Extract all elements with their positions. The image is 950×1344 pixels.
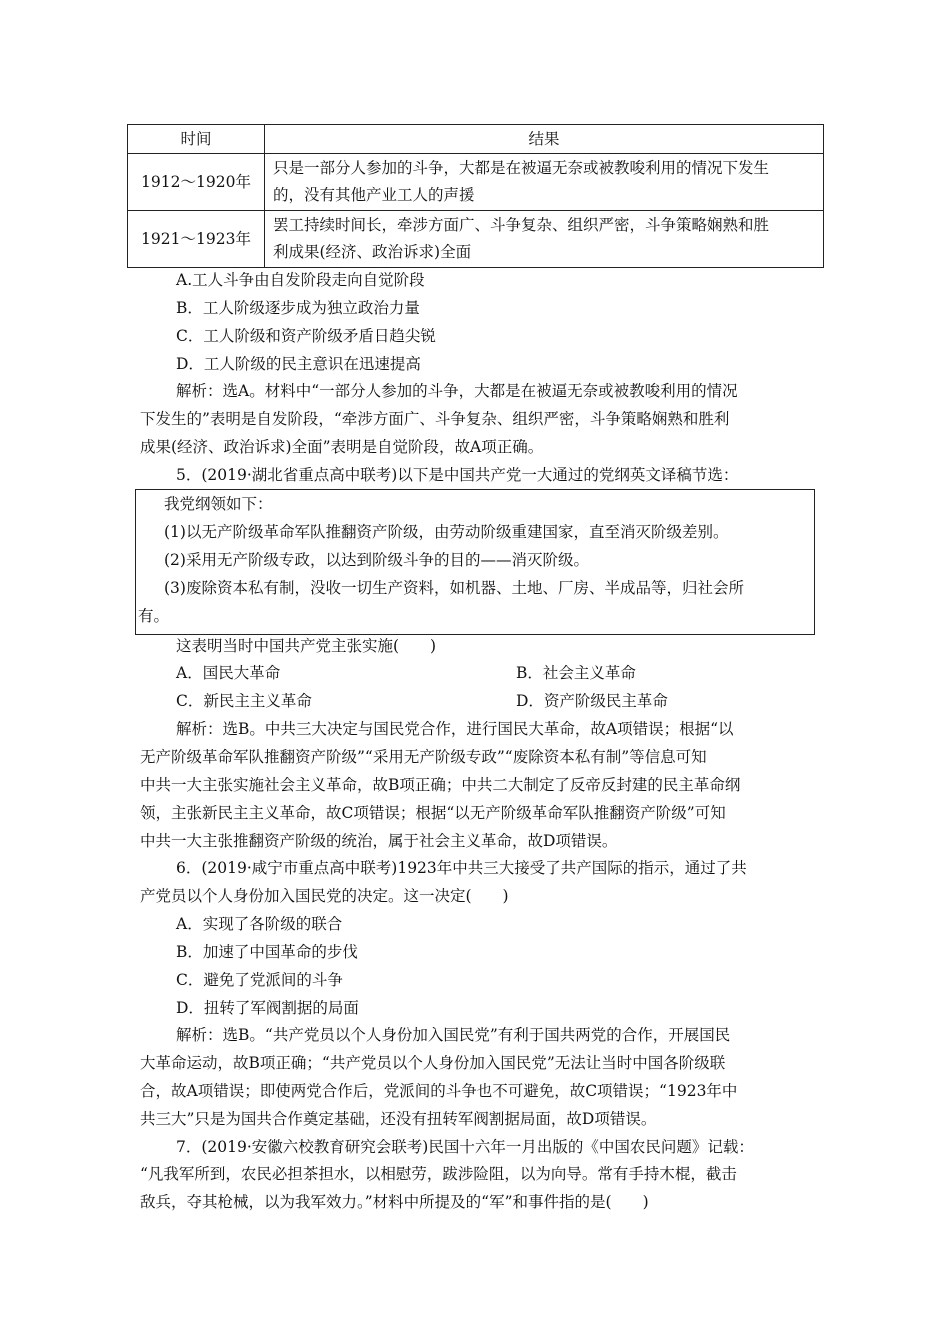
q5-stem: 5．(2019·湖北省重点高中联考)以下是中国共产党一大通过的党纲英文译稿节选： [176, 466, 739, 484]
q5-analysis-line: 中共一大主张推翻资产阶级的统治，属于社会主义革命，故D项错误。 [140, 832, 618, 850]
cell-result-line: 利成果(经济、政治诉求)全面 [273, 243, 472, 261]
q6-option-a: A．实现了各阶级的联合 [176, 915, 343, 933]
q6-analysis-line: 共三大”只是为国共合作奠定基础，还没有扭转军阀割据局面，故D项错误。 [140, 1110, 657, 1128]
q6-option-c: C．避免了党派间的斗争 [176, 971, 343, 989]
q6-stem-line: 6．(2019·咸宁市重点高中联考)1923年中共三大接受了共产国际的指示，通过了共 [176, 859, 747, 877]
q7-stem-line: 7．(2019·安徽六校教育研究会联考)民国十六年一月出版的《中国农民问题》记载： [176, 1138, 754, 1156]
quote-line: 有。 [138, 607, 170, 625]
header-time: 时间 [128, 125, 265, 154]
q5-analysis-line: 解析：选B。中共三大决定与国民党合作，进行国民大革命，故A项错误；根据“以 [176, 720, 734, 738]
q7-stem-line: 敌兵，夺其枪械，以为我军效力。”材料中所提及的“军”和事件指的是( ) [140, 1193, 649, 1211]
q5-analysis-line: 无产阶级革命军队推翻资产阶级”“采用无产阶级专政”“废除资本私有制”等信息可知 [140, 748, 707, 766]
q4-analysis-line: 成果(经济、政治诉求)全面”表明是自觉阶段，故A项正确。 [140, 438, 544, 456]
q7-stem-line: “凡我军所到，农民必担茶担水，以相慰劳，跋涉险阻，以为向导。常有手持木棍，截击 [140, 1165, 737, 1183]
q4-option-a: A.工人斗争由自发阶段走向自觉阶段 [176, 271, 425, 289]
q5-analysis-line: 中共一大主张实施社会主义革命，故B项正确；中共二大制定了反帝反封建的民主革命纲 [140, 776, 741, 794]
q4-option-c: C．工人阶级和资产阶级矛盾日趋尖锐 [176, 327, 436, 345]
cell-result [265, 211, 824, 268]
cell-time: 1921～1923年 [128, 211, 265, 268]
quote-line: (1)以无产阶级革命军队推翻资产阶级，由劳动阶级重建国家，直至消灭阶级差别。 [164, 523, 729, 541]
quote-line: (3)废除资本私有制，没收一切生产资料，如机器、土地、厂房、半成品等，归社会所 [164, 579, 744, 597]
table-header-row [128, 125, 824, 154]
result-table [127, 124, 824, 268]
q5-option-c: C．新民主主义革命 [176, 692, 312, 710]
q4-analysis-line: 解析：选A。材料中“一部分人参加的斗争，大都是在被逼无奈或被教唆利用的情况 [176, 382, 738, 400]
cell-result-line: 的，没有其他产业工人的声援 [273, 186, 475, 204]
q6-option-b: B．加速了中国革命的步伐 [176, 943, 358, 961]
q5-option-b: B．社会主义革命 [516, 664, 636, 682]
table-row [128, 154, 824, 211]
cell-result [265, 154, 824, 211]
q5-question: 这表明当时中国共产党主张实施( ) [176, 637, 437, 655]
q4-option-b: B．工人阶级逐步成为独立政治力量 [176, 299, 420, 317]
table-row [128, 211, 824, 268]
cell-result-line: 罢工持续时间长，牵涉方面广、斗争复杂、组织严密，斗争策略娴熟和胜 [273, 216, 770, 234]
q5-option-d: D．资产阶级民主革命 [516, 692, 668, 710]
q6-analysis-line: 合，故A项错误；即使两党合作后，党派间的斗争也不可避免，故C项错误；“1923年中 [140, 1082, 738, 1100]
q5-analysis-line: 领，主张新民主主义革命，故C项错误；根据“以无产阶级革命军队推翻资产阶级”可知 [140, 804, 726, 822]
q6-analysis-line: 解析：选B。“共产党员以个人身份加入国民党”有利于国共两党的合作，开展国民 [176, 1026, 731, 1044]
q5-option-a: A．国民大革命 [176, 664, 281, 682]
q4-option-d: D．工人阶级的民主意识在迅速提高 [176, 355, 421, 373]
quote-line: 我党纲领如下： [164, 495, 273, 513]
q5-quote-box [135, 489, 815, 635]
cell-result-line: 只是一部分人参加的斗争，大都是在被逼无奈或被教唆利用的情况下发生 [273, 159, 770, 177]
q4-analysis-line: 下发生的”表明是自发阶段，“牵涉方面广、斗争复杂、组织严密，斗争策略娴熟和胜利 [140, 410, 730, 428]
q6-analysis-line: 大革命运动，故B项正确；“共产党员以个人身份加入国民党”无法让当时中国各阶级联 [140, 1054, 726, 1072]
header-result: 结果 [265, 125, 824, 154]
q6-option-d: D．扭转了军阀割据的局面 [176, 999, 359, 1017]
cell-time: 1912～1920年 [128, 154, 265, 211]
quote-line: (2)采用无产阶级专政，以达到阶级斗争的目的——消灭阶级。 [164, 551, 589, 569]
q6-stem-line: 产党员以个人身份加入国民党的决定。这一决定( ) [140, 887, 509, 905]
